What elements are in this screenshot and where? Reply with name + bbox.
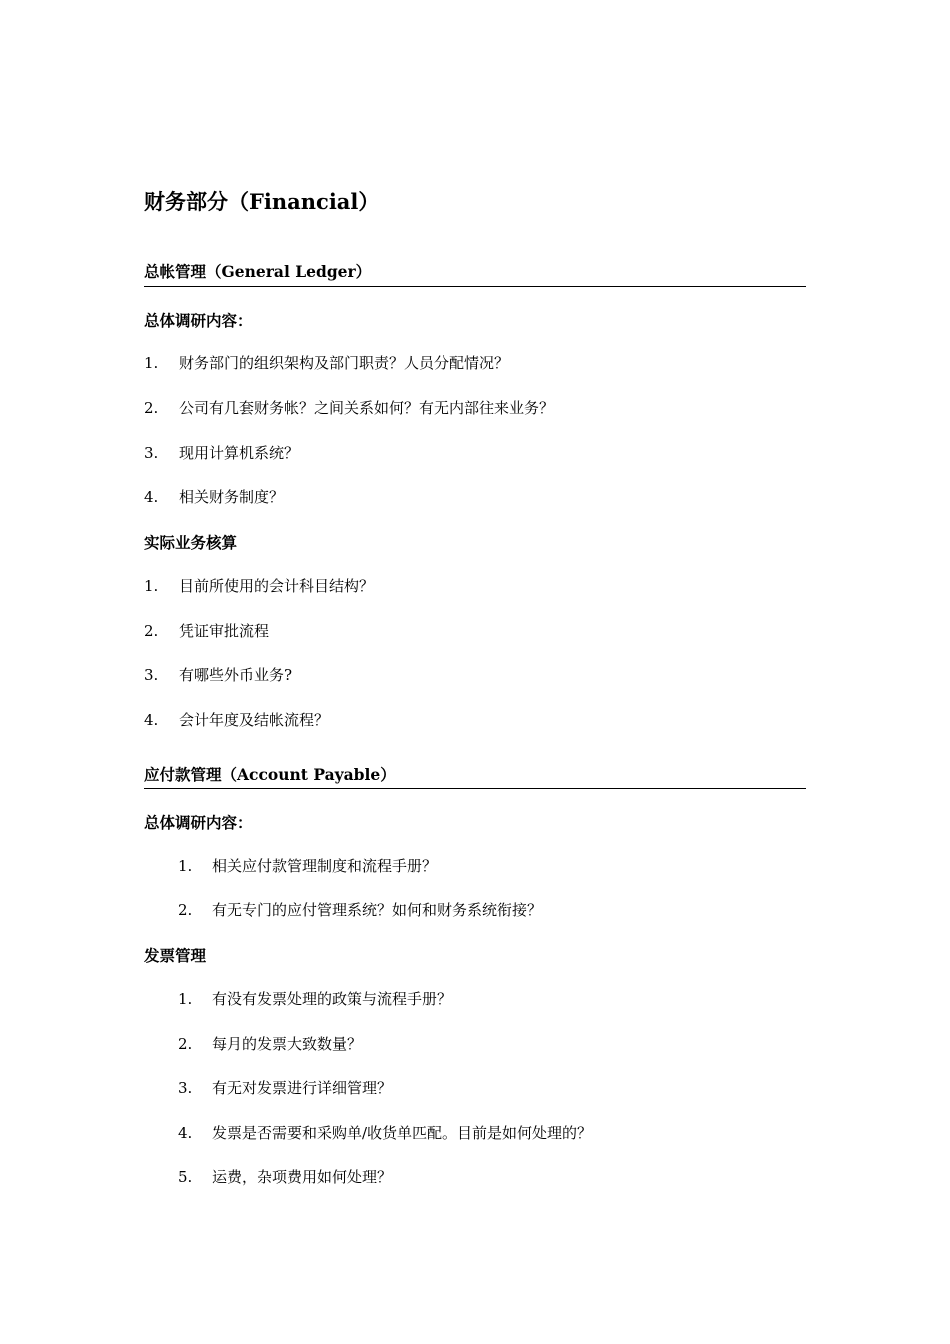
section-heading-general-ledger: 总帐管理（General Ledger） (144, 262, 372, 281)
list-number: 2. (178, 901, 193, 919)
list-number: 2. (144, 622, 159, 640)
list-number: 1. (144, 577, 159, 595)
list-text: 会计年度及结帐流程？ (179, 711, 330, 729)
list-text: 有没有发票处理的政策与流程手册？ (212, 990, 453, 1008)
list-text: 现用计算机系统？ (179, 444, 300, 462)
list-number: 1. (178, 857, 193, 875)
section-heading-accounts-payable: 应付款管理（Account Payable） (144, 765, 396, 784)
section-divider (144, 286, 806, 287)
list-text: 发票是否需要和采购单/收货单匹配。目前是如何处理的？ (212, 1124, 593, 1142)
list-text: 公司有几套财务帐？之间关系如何？有无内部往来业务？ (179, 399, 555, 417)
list-number: 4. (178, 1124, 193, 1142)
list-text: 运费，杂项费用如何处理？ (212, 1168, 393, 1186)
list-number: 4. (144, 711, 159, 729)
list-text: 有哪些外币业务? (179, 666, 293, 684)
list-number: 2. (144, 399, 159, 417)
list-number: 1. (178, 990, 193, 1008)
list-text: 每月的发票大致数量？ (212, 1035, 363, 1053)
list-text: 有无对发票进行详细管理？ (212, 1079, 393, 1097)
list-number: 5. (178, 1168, 193, 1186)
list-text: 相关财务制度？ (179, 488, 285, 506)
list-text: 凭证审批流程 (179, 622, 270, 640)
list-number: 3. (178, 1079, 193, 1097)
list-number: 1. (144, 354, 159, 372)
list-text: 相关应付款管理制度和流程手册？ (212, 857, 438, 875)
subheading-survey: 总体调研内容： (144, 813, 253, 832)
subheading-accounting: 实际业务核算 (144, 533, 238, 552)
list-text: 目前所使用的会计科目结构？ (179, 577, 375, 595)
list-number: 4. (144, 488, 159, 506)
page-title: 财务部分（Financial） (144, 189, 380, 214)
subheading-invoice: 发票管理 (144, 946, 207, 965)
list-text: 财务部门的组织架构及部门职责？人员分配情况？ (179, 354, 510, 372)
list-text: 有无专门的应付管理系统？如何和财务系统衔接？ (212, 901, 543, 919)
section-divider (144, 788, 806, 789)
list-number: 2. (178, 1035, 193, 1053)
list-number: 3. (144, 666, 159, 684)
subheading-survey: 总体调研内容： (144, 311, 253, 330)
list-number: 3. (144, 444, 159, 462)
